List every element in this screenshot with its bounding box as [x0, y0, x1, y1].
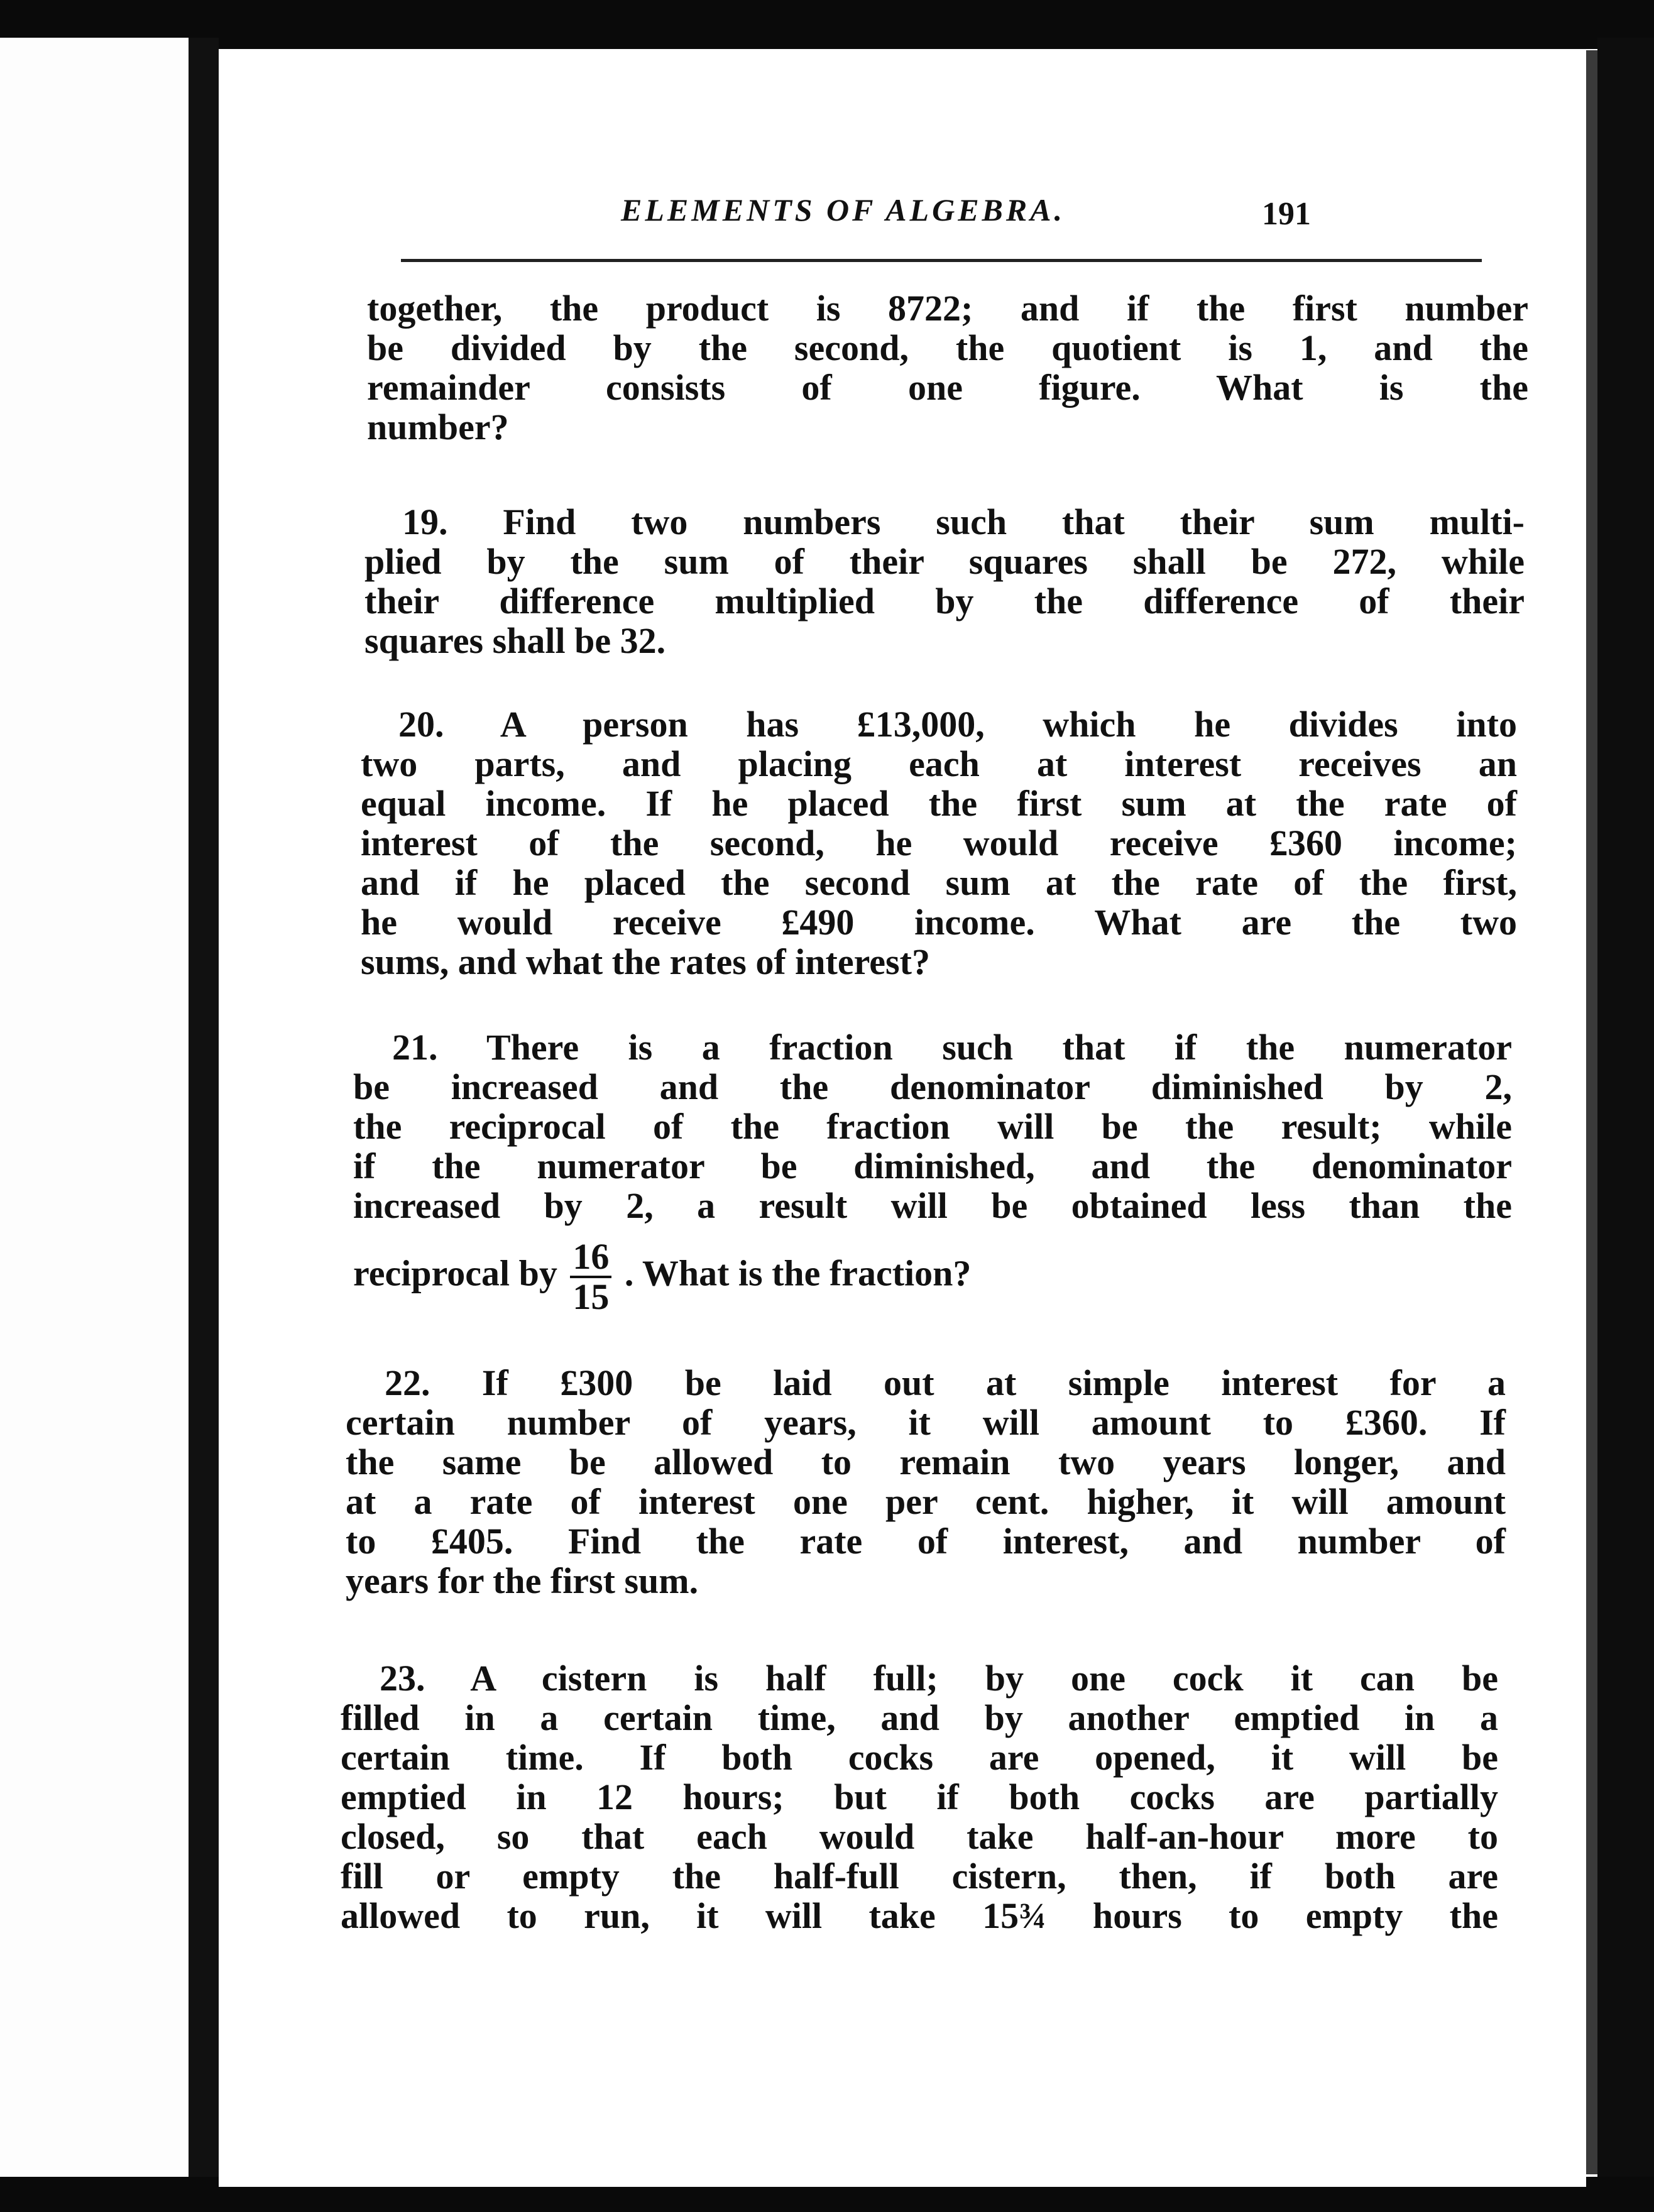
problem-19-line: their difference multiplied by the difference of their — [364, 581, 1525, 621]
problem-21-text-after-fraction: . What is the fraction? — [624, 1252, 972, 1294]
problem-21-text-before-fraction: reciprocal by — [353, 1252, 557, 1294]
problem-20-line: two parts, and placing each at interest receives an — [361, 743, 1517, 784]
page-edge-shadow — [1586, 50, 1597, 2174]
problem-23-line: certain time. If both cocks are opened, it will be — [341, 1737, 1498, 1778]
scan-right-border — [1597, 38, 1654, 2187]
problem-19-line: 19. Find two numbers such that their sum multi- — [402, 501, 1525, 542]
problem-21-last-line — [353, 1238, 971, 1316]
problem-22-line: years for the first sum. — [346, 1560, 699, 1601]
problem-22-line: certain number of years, it will amount to £360. If — [346, 1402, 1506, 1443]
book-gutter — [189, 38, 219, 2187]
problem-23-line: closed, so that each would take half-an-hour more to — [341, 1816, 1498, 1857]
problem-20-line: and if he placed the second sum at the rate of the first, — [361, 862, 1517, 903]
problem-23-line: 23. A cistern is half full; by one cock it can be — [380, 1658, 1498, 1699]
problem-21-line: if the numerator be diminished, and the denominator — [353, 1146, 1512, 1186]
fraction-denominator: 15 — [572, 1276, 610, 1317]
problem-22-line: 22. If £300 be laid out at simple interest for a — [385, 1362, 1506, 1403]
running-title: ELEMENTS OF ALGEBRA. — [621, 192, 1066, 227]
problem-21-line: the reciprocal of the fraction will be the result; while — [353, 1106, 1512, 1147]
continuation-line: together, the product is 8722; and if the first number — [367, 288, 1528, 329]
problem-19-line: plied by the sum of their squares shall be 272, while — [364, 541, 1525, 582]
problem-23-line: filled in a certain time, and by another emptied in a — [341, 1697, 1498, 1738]
problem-20-line: he would receive £490 income. What are the two — [361, 902, 1517, 943]
scan-top-border — [0, 0, 1654, 49]
problem-23-line: allowed to run, it will take 15¾ hours to empty the — [341, 1895, 1498, 1936]
problem-21-line: be increased and the denominator diminished by 2, — [353, 1066, 1512, 1107]
problem-20-line: 20. A person has £13,000, which he divides into — [398, 704, 1517, 745]
problem-20-line: sums, and what the rates of interest? — [361, 941, 930, 982]
book-page — [219, 50, 1586, 2187]
problem-22-line: the same be allowed to remain two years longer, and — [346, 1442, 1506, 1482]
problem-23-line: fill or empty the half-full cistern, then, if both are — [341, 1856, 1498, 1897]
page-number: 191 — [1262, 196, 1311, 232]
continuation-line: be divided by the second, the quotient is 1, and the — [367, 327, 1528, 368]
page-header — [219, 192, 1586, 248]
problem-22-line: to £405. Find the rate of interest, and number of — [346, 1521, 1506, 1562]
continuation-line: number? — [367, 407, 509, 447]
fraction-numerator: 16 — [570, 1238, 611, 1278]
problem-22-line: at a rate of interest one per cent. higher, it will amount — [346, 1481, 1506, 1522]
fraction-16-15 — [570, 1238, 611, 1316]
problem-19-line: squares shall be 32. — [364, 620, 666, 661]
problem-21-line: 21. There is a fraction such that if the numerator — [392, 1027, 1512, 1068]
problem-23-line: emptied in 12 hours; but if both cocks are partially — [341, 1777, 1498, 1817]
continuation-line: remainder consists of one figure. What is the — [367, 367, 1528, 408]
problem-21-line: increased by 2, a result will be obtained less than the — [353, 1185, 1512, 1226]
facing-page-edge — [0, 38, 189, 2187]
problem-20-line: equal income. If he placed the first sum at the rate of — [361, 783, 1517, 824]
header-rule — [401, 259, 1482, 262]
problem-20-line: interest of the second, he would receive £360 income; — [361, 823, 1517, 863]
